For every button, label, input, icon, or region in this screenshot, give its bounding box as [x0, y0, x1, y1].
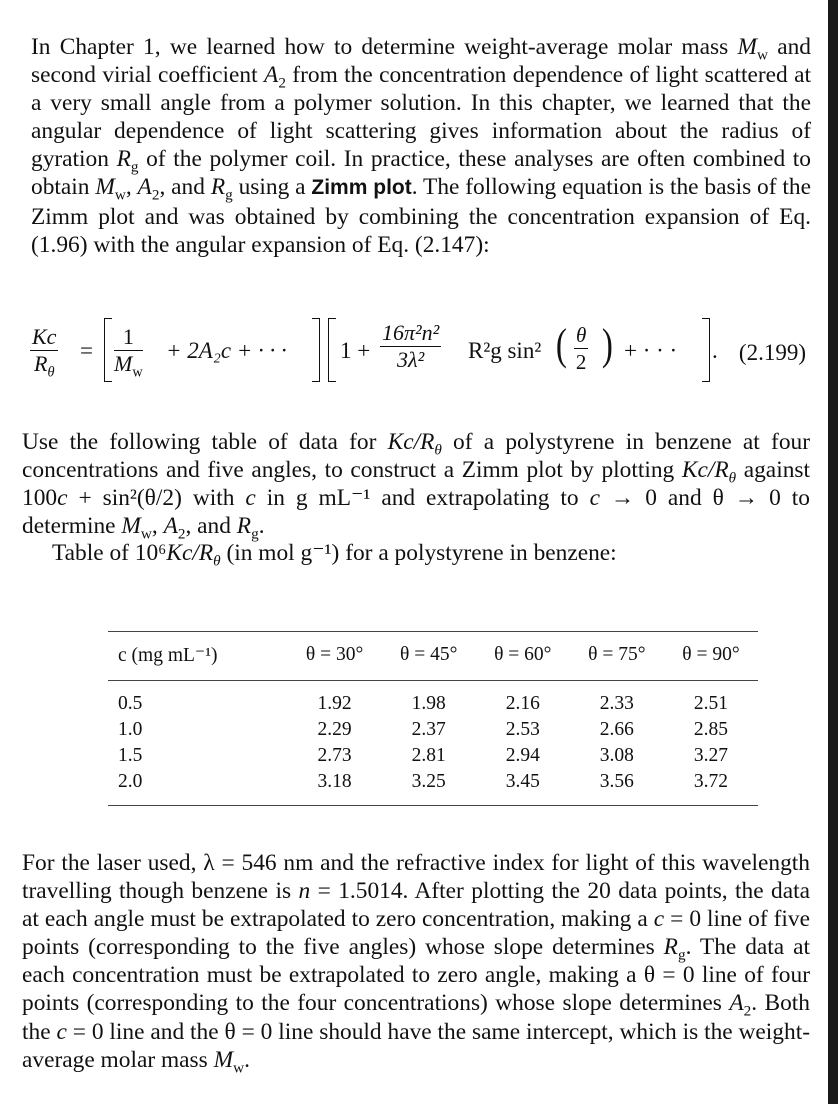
table-cell: 2.81 [411, 745, 446, 766]
table-row [108, 743, 758, 769]
table-cell: 2.51 [693, 693, 728, 714]
table-cell: 2.29 [317, 719, 352, 740]
eq-lhs-fraction: $\frac{Kc}{R_\theta}$ [32, 324, 57, 381]
table-cell: 0.5 [118, 693, 143, 714]
table-cell: 3.27 [693, 745, 728, 766]
left-bracket-1 [104, 318, 112, 382]
table-cell: 2.37 [411, 719, 446, 740]
table-row [108, 681, 758, 718]
laser-paragraph: For the laser used, λ = 546 nm and the refractive index for light of this wavelength travelling though benzene is n = 1.5014. After plotting the 20 data points, the data at each angle must be extrapolated to zero concentration, making a c = 0 line of five points (corresponding to the five angles) whose slope determines $R_g$. The data at each concentration must be extrapolated to zero angle, making a θ = 0 line of four points (corresponding to the four concentrations) whose slope determines $A_2$. Both the c = 0 line and the θ = 0 line should have the same intercept, which is the weight-average molar mass $M_w$. [22, 850, 811, 1077]
table-cell: 2.66 [599, 719, 634, 740]
eq-optical-fraction: $\frac{\text{16π²n²}}{\text{3λ²}}$ [382, 320, 440, 372]
table-cell: 2.94 [505, 745, 540, 766]
table-row [108, 717, 758, 743]
table-row [108, 769, 758, 806]
header-theta-60: θ = 60° [476, 632, 570, 681]
header-theta-30: θ = 30° [288, 632, 382, 681]
table-cell: 3.08 [599, 745, 634, 766]
eq-half-theta: $\frac{\theta}{2}$ [575, 323, 587, 374]
right-bracket-1 [312, 318, 320, 382]
table-caption: Table of $10^6Kc/R_\theta$ (in mol g⁻¹) for a polystyrene in benzene: [52, 540, 617, 570]
kc-over-r-data-table [108, 631, 758, 806]
table-cell: 2.85 [693, 719, 728, 740]
table-cell: 3.18 [317, 771, 352, 792]
table-cell: 1.98 [411, 693, 446, 714]
table-cell: 2.0 [118, 771, 143, 792]
table-cell: 1.0 [118, 719, 143, 740]
header-theta-45: θ = 45° [382, 632, 476, 681]
right-bracket-2 [702, 318, 710, 382]
instructions-paragraph: Use the following table of data for $Kc/R_\theta$ of a polystyrene in benzene at four concentrations and five angles, to construct a Zimm plot by plotting $Kc/R_\theta$ against 100c + sin²(θ/2) with c in g mL⁻¹ and extrapolating to c → 0 and θ → 0 to determine $M_w$, $A_2$, and $R_g$. [22, 429, 810, 543]
table-cell: 3.45 [505, 771, 540, 792]
eq-inverse-mw: $\frac{1}{M_w}$ [114, 324, 143, 381]
equation-2-199: $\frac{Kc}{R_\theta}$ = $\frac{1}{M_w}$ + 2A₂c + · · · 1 + $\frac{\text{16π²n²}}{\text{3λ²}}$ R²g sin² ( $\frac{\theta}{2}$ ) + · · · . (2.199) [32, 320, 806, 381]
table-cell: 1.5 [118, 745, 143, 766]
equation-number: (2.199) [738, 340, 806, 365]
header-concentration: c (mg mL⁻¹) [108, 632, 288, 681]
header-theta-75: θ = 75° [570, 632, 664, 681]
left-bracket-2 [328, 318, 336, 382]
zimm-plot-term: Zimm plot [311, 176, 412, 200]
table-cell: 1.92 [317, 693, 352, 714]
table-cell: 3.72 [693, 771, 728, 792]
intro-paragraph: In Chapter 1, we learned how to determine weight-average molar mass $M_w$ and second virial coefficient $A_2$ from the concentration dependence of light scattered at a very small angle from a polymer solution. In this chapter, we learned that the angular dependence of light scattering gives information about the radius of gyration $R_g$ of the polymer coil. In practice, these analyses are often combined to obtain $M_w$, $A_2$, and $R_g$ using a Zimm plot. The following equation is the basis of the Zimm plot and was obtained by combining the concentration expansion of Eq. (1.96) with the angular expansion of Eq. (2.147): [31, 34, 811, 258]
table-cell: 2.16 [505, 693, 540, 714]
table-header-row [108, 632, 758, 681]
table-cell: 3.56 [599, 771, 634, 792]
scan-edge [828, 0, 838, 1104]
table-cell: 2.53 [505, 719, 540, 740]
table-cell: 3.25 [411, 771, 446, 792]
table-cell: 2.73 [317, 745, 352, 766]
header-theta-90: θ = 90° [664, 632, 758, 681]
table-cell: 2.33 [599, 693, 634, 714]
